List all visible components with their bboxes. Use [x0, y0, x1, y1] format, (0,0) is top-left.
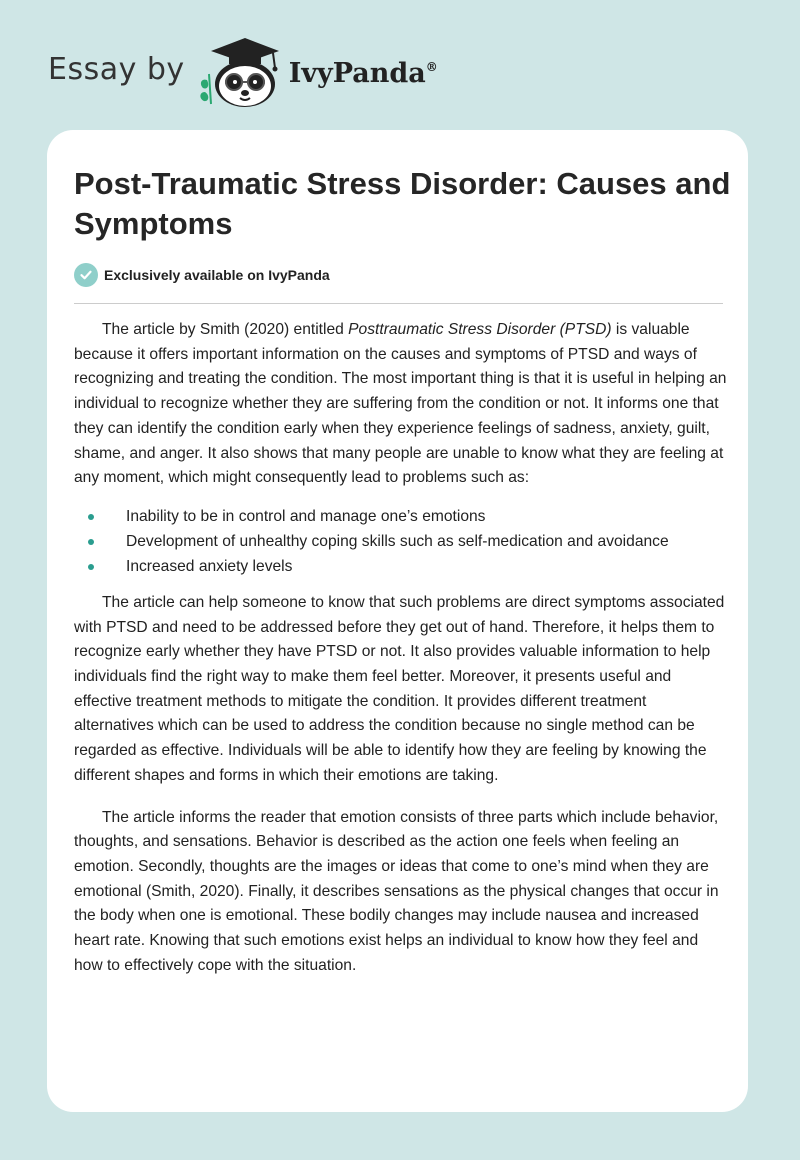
symptom-list: [74, 504, 729, 579]
trademark-symbol: ®: [425, 59, 438, 74]
bullet-icon: [88, 539, 94, 545]
paragraph-1: The article by Smith (2020) entitled Posttraumatic Stress Disorder (PTSD) is valuable because it offers important information on the causes and symptoms of PTSD and ways of recognizing and treating the condition. The most important thing is that it is useful in helping an individual to recognize whether they are suffering from the condition or not. It informs one that they can identify the condition early when they experience feelings of sadness, anxiety, guilt, shame, and anger. It also shows that many people are unable to know what they are feeling at any moment, which might consequently lead to problems such as:: [74, 321, 727, 487]
ivypanda-logo[interactable]: [195, 34, 438, 110]
divider: [74, 303, 723, 304]
cited-title: Posttraumatic Stress Disorder (PTSD): [348, 321, 612, 338]
list-item: Increased anxiety levels: [74, 554, 729, 579]
paragraph-3: The article informs the reader that emotion consists of three parts which include behavior, thoughts, and sensations. Behavior is described as the action one feels when feeling an emotion. Secondly, thoughts are the images or ideas that come to one’s mind when they are emotional (Smith, 2020). Finally, it describes sensations as the physical changes that occur in the body when one is emotional. These bodily changes may include nausea and increased heart rate. Knowing that such emotions exist helps an individual to know how they feel and how to effectively cope with the situation.: [74, 808, 719, 974]
site-header: [48, 34, 438, 110]
list-item: Inability to be in control and manage one’s emotions: [74, 504, 729, 529]
bullet-icon: [88, 564, 94, 570]
list-item: Development of unhealthy coping skills such as self-medication and avoidance: [74, 529, 729, 554]
essay-by-label: Essay by: [48, 51, 185, 87]
bullet-icon: [88, 514, 94, 520]
brand-name: IvyPanda®: [288, 57, 438, 89]
essay-body: [74, 318, 729, 978]
paragraph-2: The article can help someone to know that such problems are direct symptoms associated with PTSD and need to be addressed before they get out of hand. Therefore, it helps them to recognize early whether they have PTSD or not. It also provides valuable information to help individuals find the right way to make them feel better. Moreover, it presents useful and effective treatment methods to mitigate the condition. It provides different treatment alternatives which can be used to address the condition because no single method can be regarded as effective. Individuals will be able to identify how they are feeling by knowing the different shapes and forms in which their emotions are taking.: [74, 593, 725, 784]
badge-label: Exclusively available on IvyPanda: [104, 267, 330, 283]
exclusive-badge: [74, 263, 330, 287]
checkmark-icon: [74, 263, 98, 287]
panda-mascot-icon: [195, 34, 285, 110]
page-title: Post-Traumatic Stress Disorder: Causes and Symptoms: [74, 166, 731, 241]
essay-card: [47, 130, 748, 1112]
